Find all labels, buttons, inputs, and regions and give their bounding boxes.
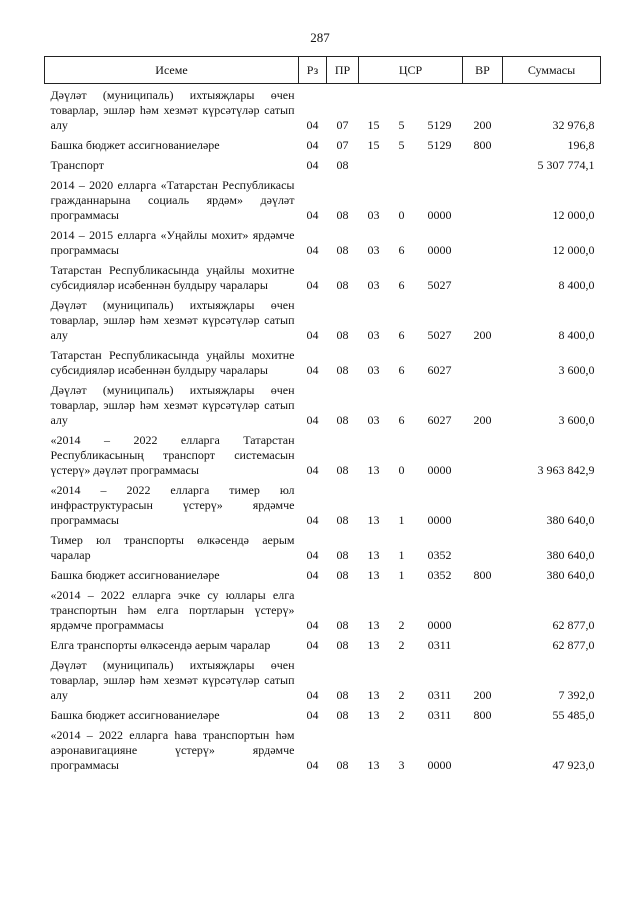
row-vr (463, 584, 503, 634)
csr-part: 13 (367, 618, 380, 632)
row-pr: 08 (336, 413, 349, 427)
csr-part: 03 (367, 208, 380, 222)
row-sum: 3 963 842,9 (537, 463, 595, 477)
table-row (45, 379, 601, 429)
csr-part: 0 (398, 208, 405, 222)
row-vr (463, 344, 503, 379)
row-vr (463, 259, 503, 294)
row-pr: 08 (336, 363, 349, 377)
header-vr: ВР (463, 57, 503, 84)
csr-part: 03 (367, 278, 380, 292)
csr-part: 13 (367, 463, 380, 477)
row-rz: 04 (306, 548, 319, 562)
csr-part: 0352 (427, 548, 452, 562)
csr-part: 0311 (427, 638, 452, 652)
row-vr (463, 154, 503, 174)
table-row (45, 704, 601, 724)
row-pr: 07 (336, 118, 349, 132)
csr-part: 0000 (427, 618, 452, 632)
csr-part: 2 (398, 618, 405, 632)
row-pr: 08 (336, 208, 349, 222)
csr-part: 5027 (427, 278, 452, 292)
csr-part: 0000 (427, 463, 452, 477)
row-name: «2014 – 2022 елларга тимер юл инфраструктурасын үстерү» ярдәмче программасы (50, 483, 295, 527)
row-name: Дәүләт (муниципаль) ихтыяҗлары өчен товарлар, эшләр һәм хезмәт күрсәтүләр сатып алу (50, 298, 295, 342)
csr-code (359, 638, 463, 653)
csr-part: 03 (367, 413, 380, 427)
row-pr: 08 (336, 708, 349, 722)
row-pr: 08 (336, 243, 349, 257)
csr-code (359, 513, 463, 528)
row-rz: 04 (306, 158, 319, 172)
csr-code (359, 243, 463, 258)
csr-part: 13 (367, 568, 380, 582)
row-vr: 200 (473, 413, 492, 427)
row-sum: 47 923,0 (552, 758, 595, 772)
csr-part: 5129 (427, 138, 452, 152)
csr-part: 0 (398, 463, 405, 477)
csr-code (359, 758, 463, 773)
row-csr (359, 529, 463, 564)
row-csr (359, 224, 463, 259)
csr-part: 0352 (427, 568, 452, 582)
csr-part: 15 (367, 138, 380, 152)
row-csr (359, 704, 463, 724)
header-rz: Рз (299, 57, 327, 84)
row-name: Татарстан Республикасында уңайлы мохитне субсидияләр исәбеннән булдыру чаралары (50, 263, 295, 292)
csr-part: 0000 (427, 243, 452, 257)
row-csr (359, 174, 463, 224)
row-pr: 08 (336, 278, 349, 292)
row-rz: 04 (306, 243, 319, 257)
row-csr (359, 479, 463, 529)
csr-part: 13 (367, 548, 380, 562)
table-row (45, 344, 601, 379)
row-vr: 200 (473, 328, 492, 342)
row-csr (359, 724, 463, 774)
row-name: Транспорт (50, 158, 104, 172)
row-rz: 04 (306, 363, 319, 377)
row-name: Елга транспорты өлкәсендә аерым чаралар (50, 638, 271, 652)
csr-part: 3 (398, 758, 405, 772)
row-pr: 08 (336, 513, 349, 527)
row-vr (463, 479, 503, 529)
row-vr: 200 (473, 118, 492, 132)
csr-part: 5129 (427, 118, 452, 132)
row-name: Башка бюджет ассигнованиеләре (50, 138, 220, 152)
row-vr: 800 (473, 138, 492, 152)
table-row (45, 724, 601, 774)
csr-part: 1 (398, 513, 405, 527)
csr-part: 0000 (427, 758, 452, 772)
row-rz: 04 (306, 413, 319, 427)
row-name: Тимер юл транспорты өлкәсендә аерым чаралар (50, 533, 295, 562)
csr-part: 2 (398, 688, 405, 702)
csr-code (359, 363, 463, 378)
csr-part: 6 (398, 243, 405, 257)
row-vr: 200 (473, 688, 492, 702)
row-vr: 800 (473, 708, 492, 722)
csr-part: 6 (398, 278, 405, 292)
row-pr: 08 (336, 463, 349, 477)
row-name: 2014 – 2020 елларга «Татарстан Республикасы гражданнарына социаль ярдәм» дәүләт программасы (50, 178, 295, 222)
header-pr: ПР (327, 57, 359, 84)
table-header-row (45, 57, 601, 84)
row-csr (359, 654, 463, 704)
csr-part: 0311 (427, 688, 452, 702)
page-number: 287 (310, 30, 330, 45)
row-pr: 08 (336, 618, 349, 632)
table-row (45, 174, 601, 224)
csr-part: 13 (367, 638, 380, 652)
row-rz: 04 (306, 618, 319, 632)
csr-part: 0000 (427, 513, 452, 527)
row-rz: 04 (306, 118, 319, 132)
table-row (45, 564, 601, 584)
table-row (45, 134, 601, 154)
row-sum: 55 485,0 (552, 708, 595, 722)
table-row (45, 634, 601, 654)
table-row (45, 654, 601, 704)
csr-part: 13 (367, 758, 380, 772)
row-pr: 07 (336, 138, 349, 152)
csr-code (359, 278, 463, 293)
row-csr (359, 584, 463, 634)
row-name: Дәүләт (муниципаль) ихтыяҗлары өчен товарлар, эшләр һәм хезмәт күрсәтүләр сатып алу (50, 88, 295, 132)
table-row (45, 529, 601, 564)
row-name: «2014 – 2022 елларга эчке су юллары елга транспортын һәм елга портларын үстерү» ярдәмче программасы (50, 588, 295, 632)
csr-part: 13 (367, 688, 380, 702)
row-name: «2014 – 2022 елларга Татарстан Республикасының транспорт системасын үстерү» дәүләт программасы (50, 433, 295, 477)
budget-table (44, 56, 601, 774)
row-csr (359, 634, 463, 654)
csr-part: 1 (398, 548, 405, 562)
csr-part: 03 (367, 243, 380, 257)
row-name: Башка бюджет ассигнованиеләре (50, 708, 220, 722)
csr-part: 6 (398, 328, 405, 342)
csr-code (359, 688, 463, 703)
row-pr: 08 (336, 568, 349, 582)
row-sum: 8 400,0 (558, 278, 595, 292)
csr-code (359, 328, 463, 343)
row-vr (463, 724, 503, 774)
table-row (45, 429, 601, 479)
header-name: Исеме (45, 57, 299, 84)
row-csr (359, 154, 463, 174)
table-row (45, 84, 601, 135)
csr-part: 5 (398, 138, 405, 152)
table-row (45, 294, 601, 344)
row-sum: 380 640,0 (546, 568, 595, 582)
row-name: Татарстан Республикасында уңайлы мохитне субсидияләр исәбеннән булдыру чаралары (50, 348, 295, 377)
row-sum: 5 307 774,1 (537, 158, 595, 172)
row-pr: 08 (336, 328, 349, 342)
row-csr (359, 379, 463, 429)
csr-code (359, 618, 463, 633)
row-sum: 12 000,0 (552, 208, 595, 222)
row-rz: 04 (306, 688, 319, 702)
header-csr: ЦСР (359, 57, 463, 84)
row-sum: 8 400,0 (558, 328, 595, 342)
csr-code (359, 463, 463, 478)
csr-part: 03 (367, 363, 380, 377)
row-pr: 08 (336, 158, 349, 172)
csr-part: 15 (367, 118, 380, 132)
row-sum: 32 976,8 (552, 118, 595, 132)
csr-part: 2 (398, 638, 405, 652)
row-sum: 380 640,0 (546, 548, 595, 562)
row-rz: 04 (306, 513, 319, 527)
row-csr (359, 259, 463, 294)
row-rz: 04 (306, 138, 319, 152)
row-rz: 04 (306, 638, 319, 652)
header-sum: Суммасы (503, 57, 601, 84)
table-row (45, 479, 601, 529)
csr-code (359, 118, 463, 133)
row-pr: 08 (336, 638, 349, 652)
row-csr (359, 134, 463, 154)
row-rz: 04 (306, 708, 319, 722)
row-pr: 08 (336, 548, 349, 562)
row-vr (463, 224, 503, 259)
row-name: Дәүләт (муниципаль) ихтыяҗлары өчен товарлар, эшләр һәм хезмәт күрсәтүләр сатып алу (50, 383, 295, 427)
row-vr (463, 634, 503, 654)
row-vr (463, 174, 503, 224)
row-name: Дәүләт (муниципаль) ихтыяҗлары өчен товарлар, эшләр һәм хезмәт күрсәтүләр сатып алу (50, 658, 295, 702)
csr-part: 03 (367, 328, 380, 342)
csr-part: 5027 (427, 328, 452, 342)
table-row (45, 259, 601, 294)
row-name: «2014 – 2022 елларга һава транспортын һәм аэронавигацияне үстерү» ярдәмче программасы (50, 728, 295, 772)
row-sum: 380 640,0 (546, 513, 595, 527)
row-sum: 3 600,0 (558, 363, 595, 377)
csr-part: 6 (398, 413, 405, 427)
row-sum: 7 392,0 (558, 688, 595, 702)
row-csr (359, 429, 463, 479)
row-name: Башка бюджет ассигнованиеләре (50, 568, 220, 582)
row-sum: 3 600,0 (558, 413, 595, 427)
row-vr (463, 429, 503, 479)
csr-part: 13 (367, 708, 380, 722)
row-pr: 08 (336, 758, 349, 772)
csr-part: 13 (367, 513, 380, 527)
row-pr: 08 (336, 688, 349, 702)
csr-code (359, 208, 463, 223)
row-sum: 62 877,0 (552, 638, 595, 652)
table-row (45, 224, 601, 259)
csr-code (359, 413, 463, 428)
row-rz: 04 (306, 278, 319, 292)
csr-code (359, 568, 463, 583)
row-rz: 04 (306, 208, 319, 222)
row-rz: 04 (306, 328, 319, 342)
row-rz: 04 (306, 758, 319, 772)
csr-part: 2 (398, 708, 405, 722)
csr-part: 6027 (427, 363, 452, 377)
csr-code (359, 138, 463, 153)
row-vr (463, 529, 503, 564)
row-sum: 12 000,0 (552, 243, 595, 257)
csr-part: 0311 (427, 708, 452, 722)
table-row (45, 154, 601, 174)
csr-code (359, 548, 463, 563)
row-sum: 196,8 (567, 138, 595, 152)
csr-part: 6 (398, 363, 405, 377)
row-sum: 62 877,0 (552, 618, 595, 632)
row-rz: 04 (306, 568, 319, 582)
csr-part: 0000 (427, 208, 452, 222)
csr-part: 5 (398, 118, 405, 132)
csr-code (359, 708, 463, 723)
row-rz: 04 (306, 463, 319, 477)
row-vr: 800 (473, 568, 492, 582)
row-csr (359, 344, 463, 379)
row-csr (359, 294, 463, 344)
table-row (45, 584, 601, 634)
csr-part: 1 (398, 568, 405, 582)
csr-part: 6027 (427, 413, 452, 427)
row-csr (359, 84, 463, 135)
row-csr (359, 564, 463, 584)
row-name: 2014 – 2015 елларга «Уңайлы мохит» ярдәмче программасы (50, 228, 295, 257)
